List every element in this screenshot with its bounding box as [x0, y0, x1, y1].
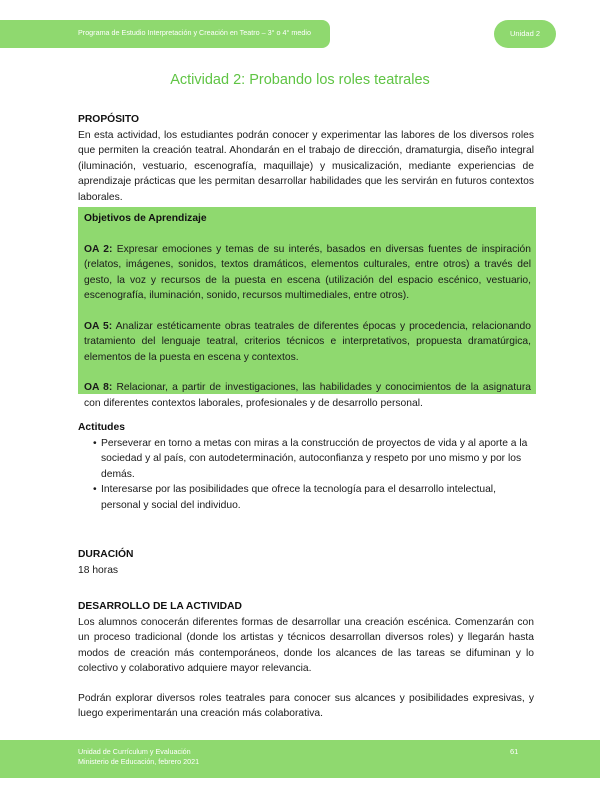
development-section — [78, 599, 534, 722]
oa-text: Analizar estéticamente obras teatrales de diferentes épocas y procedencia, relacionando tratamiento del lenguaje teatral, criterios técnicos e interpretativos, propuesta dramatúrgica, elementos de la puesta en escena y contextos. — [84, 320, 531, 363]
objectives-content — [84, 211, 531, 411]
objectives-heading: Objetivos de Aprendizaje — [84, 213, 207, 224]
footer-line: Ministerio de Educación, febrero 2021 — [78, 757, 200, 766]
oa-item — [84, 319, 531, 366]
attitude-text: Interesarse por las posibilidades que ofrece la tecnología para el desarrollo intelectual, personal y social del individuo. — [101, 484, 496, 511]
development-paragraph: Podrán explorar diversos roles teatrales para conocer sus alcances y posibilidades expresivas, y luego experimentarán una creación más colaborativa. — [78, 692, 534, 719]
attitudes-section — [78, 420, 534, 513]
oa-item — [84, 380, 531, 411]
development-paragraph: Los alumnos conocerán diferentes formas de desarrollar una creación escénica. Comenzarán con un proceso tradicional (donde los artistas y técnicos desarrollan diversos roles) y llegarán hasta modos de creación más contemporáneos, donde los alcances de las tareas se difuminan y lo colectivo y colaborativo adquiere mayor relevancia. — [78, 616, 534, 674]
oa-item — [84, 242, 531, 304]
purpose-text: En esta actividad, los estudiantes podrán conocer y experimentar las labores de los diversos roles que permiten la creación teatral. Ahondarán en el trabajo de dirección, dramaturgia, diseño integral (iluminación, vestuario, escenografía, maquillaje) y musicalización, mediante experiencias de aprendizaje prácticas que les permitan desarrollar habilidades que les servirán en futuros contextos laborales. — [78, 129, 534, 203]
purpose-section — [78, 112, 534, 205]
list-item — [78, 482, 534, 513]
duration-heading: DURACIÓN — [78, 549, 134, 560]
list-item — [78, 436, 534, 483]
bullet-icon: • — [93, 484, 97, 495]
oa-code: OA 8: — [84, 382, 113, 393]
duration-section — [78, 547, 534, 578]
attitudes-list — [78, 436, 534, 514]
page-number: 61 — [510, 747, 519, 756]
oa-code: OA 5: — [84, 320, 113, 332]
oa-text: Expresar emociones y temas de su interés, basados en diversas fuentes de inspiración (relatos, imágenes, sonidos, textos dramáticos, elementos culturales, entre otros) a través del gesto, la voz y recursos de la puesta en escena (utilización del espacio escénico, vestuario, escenografía, iluminación, sonido, recursos multimediales, entre otros). — [84, 243, 531, 301]
attitude-text: Perseverar en torno a metas con miras a la construcción de proyectos de vida y al aporte a la sociedad y al país, con autodeterminación, autoconfianza y respeto por uno mismo y por los demás. — [101, 437, 528, 480]
attitudes-heading: Actitudes — [78, 422, 125, 433]
development-heading: DESARROLLO DE LA ACTIVIDAD — [78, 601, 242, 612]
activity-title: Actividad 2: Probando los roles teatrales — [170, 72, 430, 88]
footer-credits — [78, 747, 199, 767]
unit-label: Unidad 2 — [509, 29, 541, 38]
oa-code: OA 2: — [84, 243, 113, 255]
footer-line: Unidad de Currículum y Evaluación — [78, 747, 191, 756]
bullet-icon: • — [93, 437, 97, 449]
duration-text: 18 horas — [78, 564, 119, 576]
program-title: Programa de Estudio Interpretación y Creación en Teatro – 3° o 4° medio — [78, 28, 311, 37]
oa-text: Relacionar, a partir de investigaciones, las habilidades y conocimientos de la asignatura con diferentes contextos laborales, profesionales y de desarrollo personal. — [84, 382, 531, 409]
purpose-heading: PROPÓSITO — [78, 114, 140, 125]
